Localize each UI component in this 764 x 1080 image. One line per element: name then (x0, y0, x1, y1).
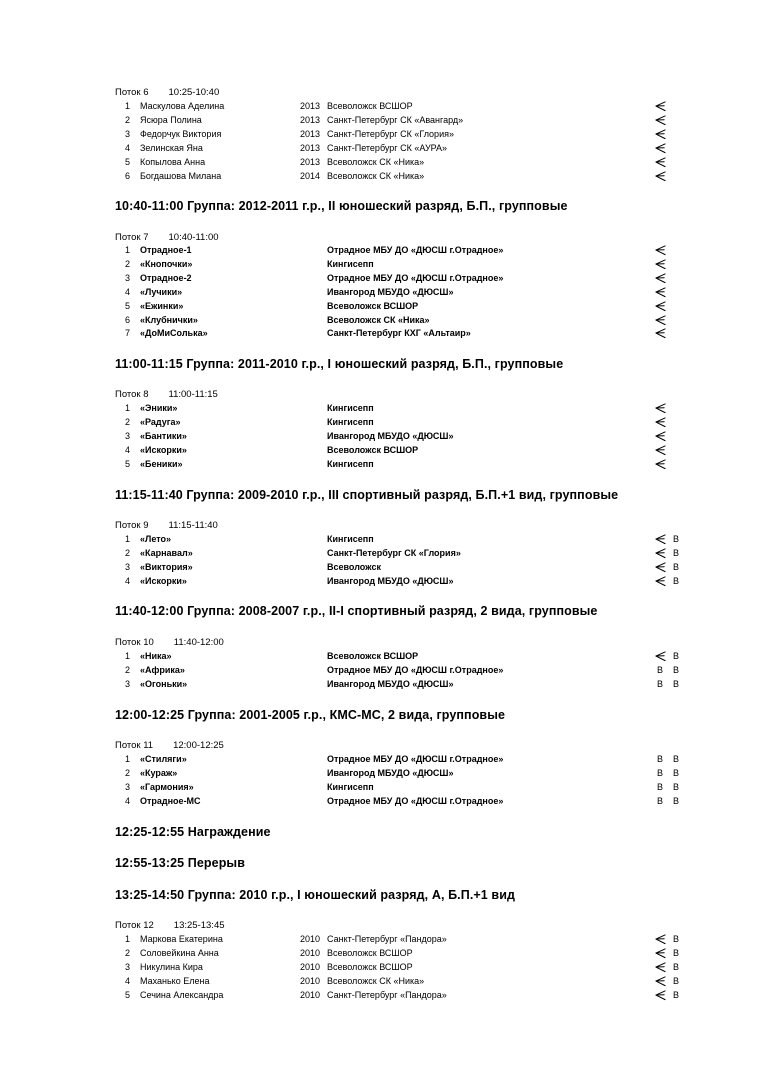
birth-year: 2010 (300, 934, 321, 944)
apparatus-cell (654, 157, 666, 168)
apparatus-letter: В (672, 989, 679, 1000)
team-name: «Ежинки» (140, 300, 184, 311)
team-name: «Беники» (140, 458, 183, 469)
organization: Кингисепп (327, 781, 374, 792)
row-number: 3 (124, 781, 130, 792)
participant-row (0, 990, 764, 1004)
apparatus-cell (654, 403, 666, 414)
participant-name: Соловейкина Анна (140, 947, 219, 958)
apparatus-cell (654, 948, 666, 959)
team-name: «Лучики» (140, 286, 183, 297)
row-number: 1 (124, 754, 130, 764)
participant-row (0, 679, 764, 693)
apparatus-cell (654, 431, 666, 442)
birth-year: 2010 (300, 975, 321, 986)
birth-year: 2013 (300, 142, 321, 153)
apparatus-letter: В (656, 781, 663, 792)
organization: Санкт-Петербург «Пандора» (327, 989, 447, 1000)
ribbon-apparatus-icon (655, 934, 666, 945)
organization: Всеволожск ВСШОР (327, 101, 413, 111)
row-number: 4 (124, 975, 130, 986)
organization: Отрадное МБУ ДО «ДЮСШ г.Отрадное» (327, 272, 504, 283)
apparatus-letter: В (672, 961, 679, 972)
ribbon-apparatus-icon (655, 171, 666, 182)
organization: Ивангород МБУДО «ДЮСШ» (327, 678, 454, 689)
apparatus-cell (654, 976, 666, 987)
organization: Всеволожск (327, 561, 381, 572)
birth-year: 2010 (300, 961, 321, 972)
row-number: 4 (124, 286, 130, 297)
ribbon-apparatus-icon (655, 548, 666, 559)
participant-row (0, 417, 764, 431)
apparatus-cell (654, 259, 666, 270)
ribbon-apparatus-icon (655, 576, 666, 587)
organization: Всеволожск ВСШОР (327, 444, 419, 455)
stream-time: 13:25-13:45 (173, 920, 225, 931)
participant-row (0, 115, 764, 129)
ribbon-apparatus-icon (655, 287, 666, 298)
team-name: «Бантики» (140, 430, 187, 441)
stream-time: 10:25-10:40 (168, 87, 220, 98)
apparatus-cell (654, 101, 666, 112)
ribbon-apparatus-icon (655, 115, 666, 126)
organization: Ивангород МБУДО «ДЮСШ» (327, 286, 454, 297)
participant-row (0, 665, 764, 679)
stream-label: Поток 7 (115, 232, 149, 243)
apparatus-letter: В (672, 561, 679, 572)
apparatus-letter: В (672, 781, 679, 792)
apparatus-cell (654, 301, 666, 312)
birth-year: 2014 (300, 170, 321, 181)
apparatus-cell (654, 534, 666, 545)
apparatus-cell (654, 651, 666, 662)
organization: Кингисепп (327, 258, 374, 269)
team-name: «Африка» (140, 664, 185, 675)
row-number: 2 (124, 947, 130, 958)
participant-row (0, 459, 764, 473)
organization: Санкт-Петербург СК «Глория» (327, 128, 454, 139)
organization: Отрадное МБУ ДО «ДЮСШ г.Отрадное» (327, 795, 504, 806)
apparatus-letter: В (672, 534, 679, 544)
team-name: «Клубнички» (140, 314, 198, 325)
stream-header (115, 389, 218, 400)
row-number: 1 (124, 101, 130, 111)
organization: Отрадное МБУ ДО «ДЮСШ г.Отрадное» (327, 664, 504, 675)
organization: Всеволожск СК «Ника» (327, 170, 425, 181)
section-heading: 12:00-12:25 Группа: 2001-2005 г.р., КМС-МС, 2 вида, групповые (115, 708, 506, 722)
row-number: 4 (124, 444, 130, 455)
stream-label: Поток 8 (115, 389, 149, 400)
section-heading: 13:25-14:50 Группа: 2010 г.р., I юношеский разряд, А, Б.П.+1 вид (115, 888, 516, 902)
participant-row (0, 754, 764, 768)
ribbon-apparatus-icon (655, 157, 666, 168)
organization: Санкт-Петербург СК «АУРА» (327, 142, 448, 153)
section-heading: 11:40-12:00 Группа: 2008-2007 г.р., II-I спортивный разряд, 2 вида, групповые (115, 604, 598, 618)
row-number: 6 (124, 170, 130, 181)
ribbon-apparatus-icon (655, 534, 666, 545)
participant-row (0, 651, 764, 665)
participant-row (0, 768, 764, 782)
apparatus-letter: В (656, 795, 663, 806)
team-name: «ДоМиСолька» (140, 328, 208, 339)
apparatus-letter: В (672, 947, 679, 958)
participant-row (0, 576, 764, 590)
row-number: 3 (124, 961, 130, 972)
row-number: 2 (124, 258, 130, 269)
organization: Ивангород МБУДО «ДЮСШ» (327, 575, 454, 586)
section-heading: 10:40-11:00 Группа: 2012-2011 г.р., II юношеский разряд, Б.П., групповые (115, 199, 568, 213)
apparatus-cell (654, 315, 666, 326)
row-number: 2 (124, 114, 130, 125)
participant-row (0, 129, 764, 143)
participant-row (0, 562, 764, 576)
ribbon-apparatus-icon (655, 651, 666, 662)
participant-row (0, 259, 764, 273)
birth-year: 2013 (300, 156, 321, 167)
ribbon-apparatus-icon (655, 101, 666, 112)
row-number: 4 (124, 575, 130, 586)
ribbon-apparatus-icon (655, 948, 666, 959)
row-number: 3 (124, 430, 130, 441)
team-name: «Виктория» (140, 561, 193, 572)
ribbon-apparatus-icon (655, 431, 666, 442)
organization: Всеволожск ВСШОР (327, 947, 413, 958)
organization: Всеволожск ВСШОР (327, 961, 413, 972)
apparatus-cell (654, 548, 666, 559)
apparatus-cell (654, 576, 666, 587)
ribbon-apparatus-icon (655, 990, 666, 1001)
organization: Всеволожск СК «Ника» (327, 975, 425, 986)
team-name: Отрадное-2 (140, 272, 192, 283)
participant-name: Копылова Анна (140, 156, 206, 167)
ribbon-apparatus-icon (655, 273, 666, 284)
apparatus-cell (654, 445, 666, 456)
participant-row (0, 143, 764, 157)
organization: Отрадное МБУ ДО «ДЮСШ г.Отрадное» (327, 754, 504, 764)
organization: Всеволожск ВСШОР (327, 651, 419, 661)
participant-row (0, 287, 764, 301)
row-number: 4 (124, 142, 130, 153)
participant-name: Сечина Александра (140, 989, 224, 1000)
organization: Санкт-Петербург «Пандора» (327, 934, 447, 944)
team-name: «Искорки» (140, 444, 187, 455)
apparatus-cell (654, 417, 666, 428)
row-number: 5 (124, 300, 130, 311)
participant-row (0, 245, 764, 259)
team-name: «Стиляги» (140, 754, 187, 764)
team-name: «Огоньки» (140, 678, 188, 689)
participant-row (0, 796, 764, 810)
apparatus-letter: В (672, 547, 679, 558)
participant-row (0, 548, 764, 562)
row-number: 1 (124, 245, 130, 255)
apparatus-cell (654, 459, 666, 470)
row-number: 2 (124, 547, 130, 558)
apparatus-cell (654, 934, 666, 945)
apparatus-letter: В (656, 754, 663, 764)
section-heading: 11:15-11:40 Группа: 2009-2010 г.р., III спортивный разряд, Б.П.+1 вид, групповые (115, 488, 619, 502)
organization: Санкт-Петербург СК «Глория» (327, 547, 461, 558)
stream-header (115, 520, 218, 531)
team-name: «Искорки» (140, 575, 187, 586)
birth-year: 2013 (300, 101, 321, 111)
stream-time: 11:00-11:15 (168, 389, 218, 400)
participant-name: Маханько Елена (140, 975, 210, 986)
organization: Всеволожск ВСШОР (327, 300, 419, 311)
stream-header (115, 87, 219, 98)
organization: Санкт-Петербург КХГ «Альтаир» (327, 328, 471, 339)
row-number: 3 (124, 678, 130, 689)
stream-label: Поток 10 (115, 637, 154, 648)
stream-time: 11:40-12:00 (173, 637, 224, 648)
team-name: Отрадное-МС (140, 795, 201, 806)
stream-time: 12:00-12:25 (173, 740, 224, 751)
apparatus-cell (654, 962, 666, 973)
apparatus-cell (654, 273, 666, 284)
birth-year: 2010 (300, 989, 321, 1000)
organization: Ивангород МБУДО «ДЮСШ» (327, 767, 454, 778)
apparatus-cell (654, 990, 666, 1001)
organization: Отрадное МБУ ДО «ДЮСШ г.Отрадное» (327, 245, 504, 255)
team-name: «Кураж» (140, 767, 178, 778)
team-name: «Гармония» (140, 781, 194, 792)
team-name: «Ника» (140, 651, 172, 661)
row-number: 3 (124, 561, 130, 572)
row-number: 7 (124, 328, 130, 339)
section-heading: 12:25-12:55 Награждение (115, 825, 271, 839)
apparatus-cell (654, 129, 666, 140)
apparatus-cell (654, 143, 666, 154)
apparatus-letter: В (672, 664, 679, 675)
organization: Кингисепп (327, 458, 374, 469)
stream-header (115, 740, 224, 751)
row-number: 2 (124, 664, 130, 675)
ribbon-apparatus-icon (655, 976, 666, 987)
ribbon-apparatus-icon (655, 129, 666, 140)
ribbon-apparatus-icon (655, 403, 666, 414)
stream-header (115, 637, 224, 648)
participant-row (0, 157, 764, 171)
organization: Кингисепп (327, 534, 374, 544)
stream-label: Поток 12 (115, 920, 154, 931)
participant-row (0, 431, 764, 445)
apparatus-letter: В (656, 664, 663, 675)
row-number: 5 (124, 156, 130, 167)
participant-row (0, 948, 764, 962)
section-heading: 12:55-13:25 Перерыв (115, 856, 245, 870)
row-number: 5 (124, 989, 130, 1000)
ribbon-apparatus-icon (655, 562, 666, 573)
participant-name: Зелинская Яна (140, 142, 203, 153)
birth-year: 2013 (300, 128, 321, 139)
row-number: 4 (124, 795, 130, 806)
row-number: 3 (124, 128, 130, 139)
participant-name: Маркова Екатерина (140, 934, 223, 944)
apparatus-letter: В (672, 767, 679, 778)
participant-name: Федорчук Виктория (140, 128, 222, 139)
organization: Всеволожск СК «Ника» (327, 156, 425, 167)
apparatus-cell (654, 287, 666, 298)
team-name: «Кнопочки» (140, 258, 193, 269)
row-number: 2 (124, 767, 130, 778)
team-name: «Эники» (140, 403, 178, 413)
stream-label: Поток 11 (115, 740, 154, 751)
section-heading: 11:00-11:15 Группа: 2011-2010 г.р., I юношеский разряд, Б.П., групповые (115, 357, 564, 371)
row-number: 1 (124, 651, 130, 661)
apparatus-letter: В (672, 754, 679, 764)
apparatus-letter: В (656, 767, 663, 778)
participant-row (0, 976, 764, 990)
ribbon-apparatus-icon (655, 328, 666, 339)
organization: Ивангород МБУДО «ДЮСШ» (327, 430, 454, 441)
team-name: Отрадное-1 (140, 245, 192, 255)
apparatus-letter: В (672, 678, 679, 689)
ribbon-apparatus-icon (655, 445, 666, 456)
organization: Кингисепп (327, 403, 374, 413)
participant-row (0, 101, 764, 115)
participant-name: Маскулова Аделина (140, 101, 225, 111)
ribbon-apparatus-icon (655, 962, 666, 973)
birth-year: 2013 (300, 114, 321, 125)
participant-name: Ясюра Полина (140, 114, 202, 125)
apparatus-cell (654, 245, 666, 256)
organization: Всеволожск СК «Ника» (327, 314, 430, 325)
ribbon-apparatus-icon (655, 417, 666, 428)
participant-name: Никулина Кира (140, 961, 203, 972)
participant-row (0, 534, 764, 548)
ribbon-apparatus-icon (655, 315, 666, 326)
row-number: 2 (124, 416, 130, 427)
ribbon-apparatus-icon (655, 259, 666, 270)
row-number: 1 (124, 934, 130, 944)
apparatus-cell (654, 562, 666, 573)
participant-row (0, 301, 764, 315)
stream-header (115, 232, 219, 243)
apparatus-letter: В (672, 575, 679, 586)
row-number: 5 (124, 458, 130, 469)
organization: Кингисепп (327, 416, 374, 427)
participant-row (0, 171, 764, 185)
participant-row (0, 445, 764, 459)
apparatus-letter: В (672, 795, 679, 806)
participant-row (0, 934, 764, 948)
team-name: «Лето» (140, 534, 171, 544)
participant-row (0, 962, 764, 976)
participant-row (0, 315, 764, 329)
ribbon-apparatus-icon (655, 245, 666, 256)
apparatus-letter: В (672, 934, 679, 944)
participant-row (0, 782, 764, 796)
participant-name: Богдашова Милана (140, 170, 222, 181)
stream-header (115, 920, 225, 931)
ribbon-apparatus-icon (655, 143, 666, 154)
participant-row (0, 273, 764, 287)
participant-row (0, 328, 764, 342)
birth-year: 2010 (300, 947, 321, 958)
organization: Санкт-Петербург СК «Авангард» (327, 114, 464, 125)
stream-time: 10:40-11:00 (168, 232, 219, 243)
row-number: 6 (124, 314, 130, 325)
stream-label: Поток 6 (115, 87, 149, 98)
apparatus-letter: В (672, 975, 679, 986)
row-number: 1 (124, 403, 130, 413)
apparatus-cell (654, 115, 666, 126)
row-number: 1 (124, 534, 130, 544)
ribbon-apparatus-icon (655, 459, 666, 470)
row-number: 3 (124, 272, 130, 283)
team-name: «Радуга» (140, 416, 181, 427)
team-name: «Карнавал» (140, 547, 193, 558)
apparatus-letter: В (656, 678, 663, 689)
ribbon-apparatus-icon (655, 301, 666, 312)
apparatus-cell (654, 328, 666, 339)
stream-label: Поток 9 (115, 520, 149, 531)
participant-row (0, 403, 764, 417)
stream-time: 11:15-11:40 (168, 520, 218, 531)
apparatus-letter: В (672, 651, 679, 661)
apparatus-cell (654, 171, 666, 182)
